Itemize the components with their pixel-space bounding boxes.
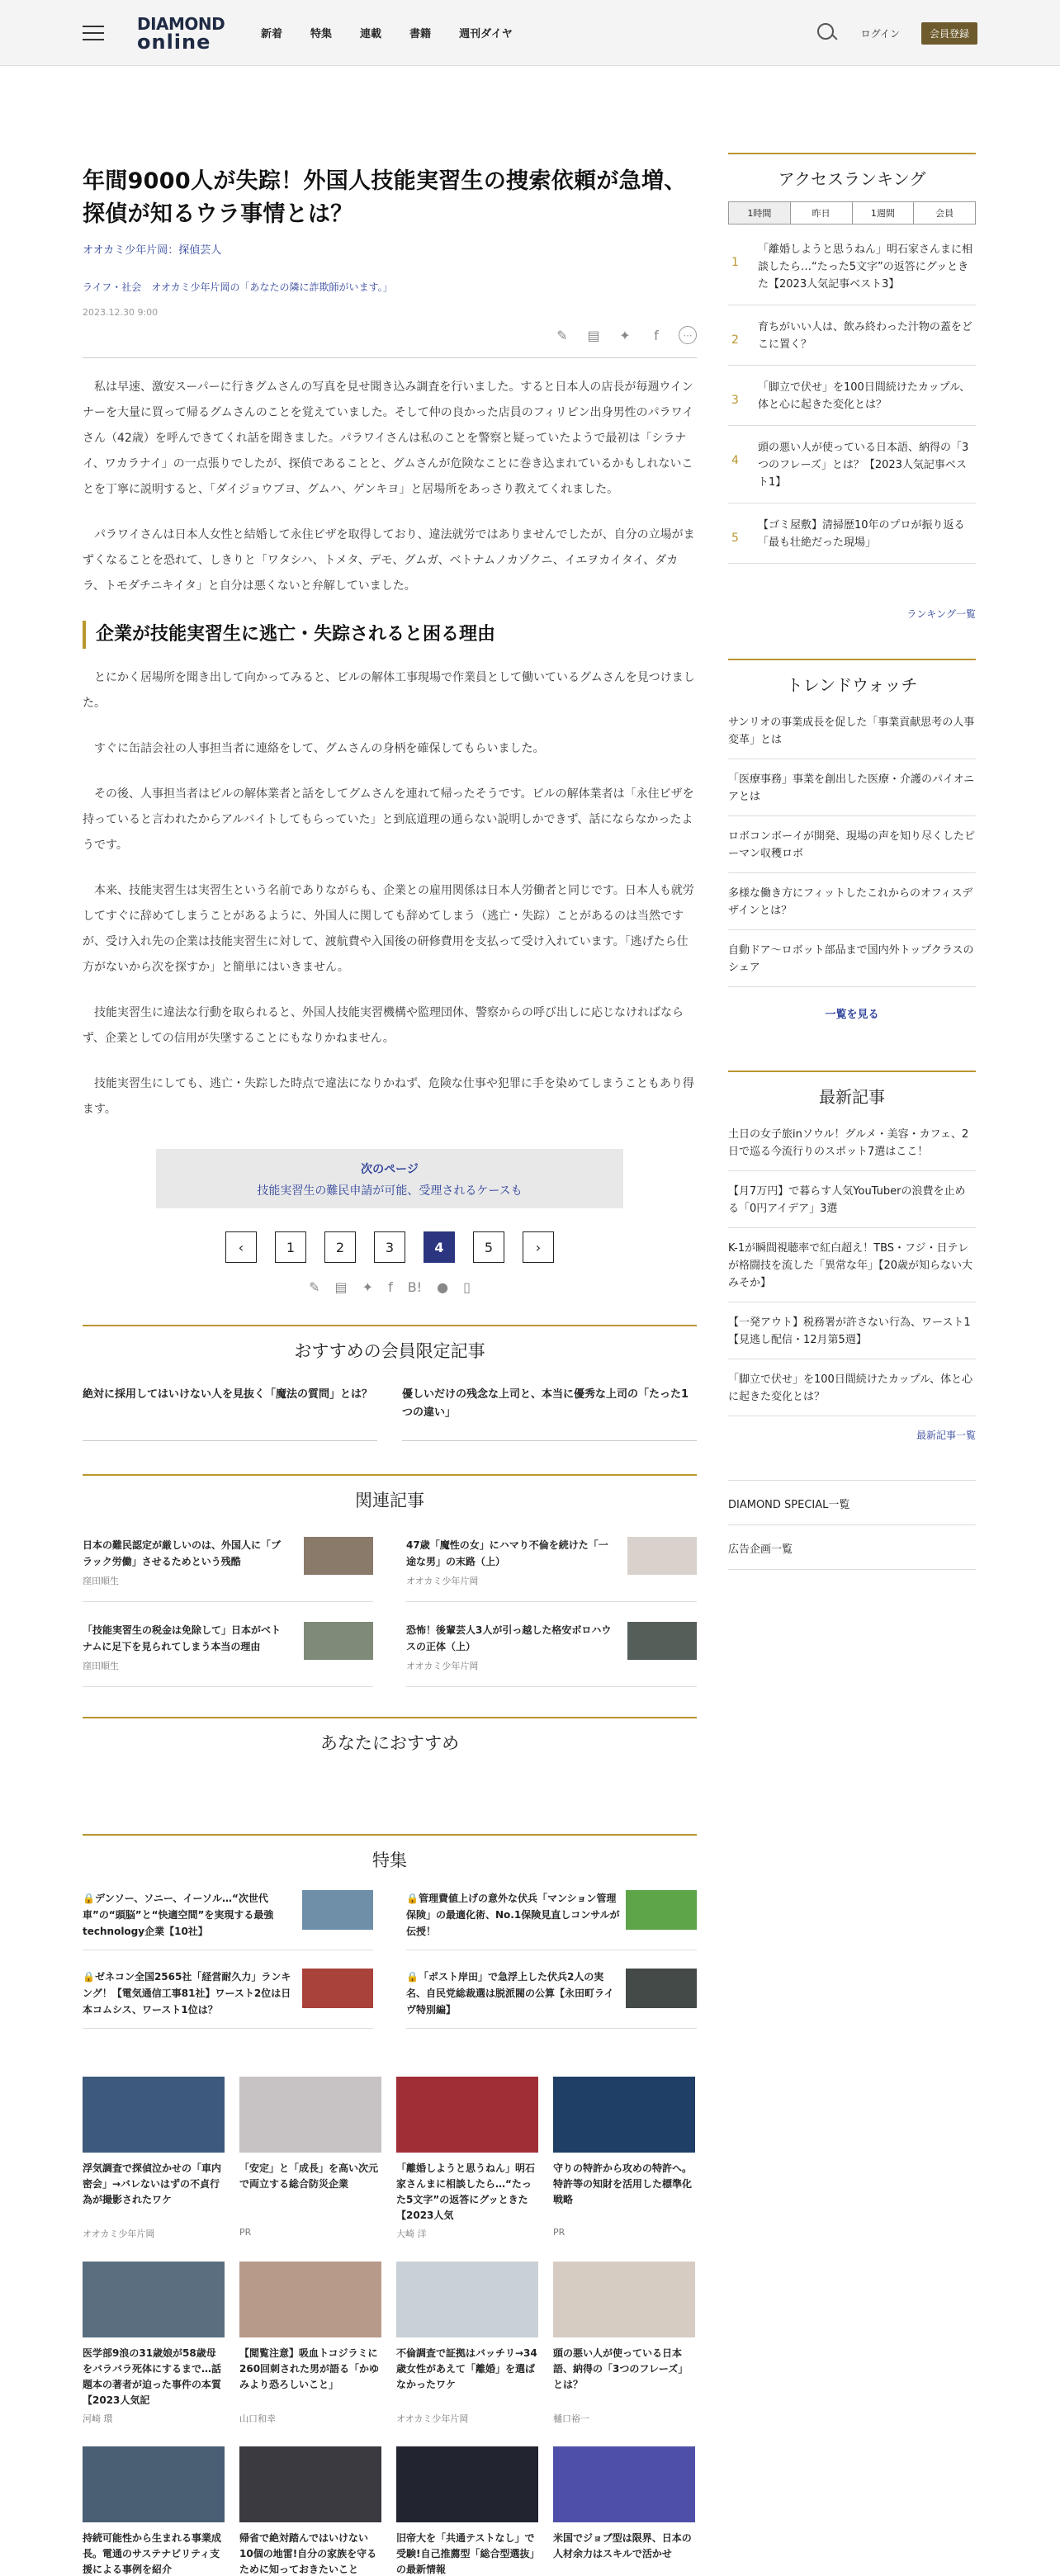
trend-item[interactable]: 多様な働き方にフィットしたこれからのオフィスデザインとは？ xyxy=(728,873,976,930)
feature-thumbnail[interactable] xyxy=(302,1969,373,2008)
page-1[interactable]: 1 xyxy=(275,1231,306,1263)
related-thumbnail[interactable] xyxy=(304,1622,373,1660)
related-title: 日本の難民認定が厳しいのは、外国人に「ブラック労働」させるためという残酷 xyxy=(83,1539,282,1567)
tab-member[interactable]: 会員 xyxy=(914,201,976,225)
lock-icon: 🔒 xyxy=(83,1971,95,1983)
login-link[interactable]: ログイン xyxy=(860,27,900,40)
tab-1week[interactable]: 1週間 xyxy=(853,201,915,225)
article-card[interactable] xyxy=(239,2446,381,2576)
trend-item[interactable]: 「医療事務」事業を創出した医療・介護のパイオニアとは xyxy=(728,759,976,816)
paragraph: 技能実習生にしても、逃亡・失踪した時点で違法になりかねず、危険な仕事や犯罪に手を染めてしまうこともあり得ます。 xyxy=(83,1077,694,1116)
site-logo[interactable] xyxy=(137,13,225,54)
clip-icon[interactable]: ✎ xyxy=(309,1279,320,1295)
card-author: PR xyxy=(239,2227,252,2238)
card-title: 持続可能性から生まれる事業成長。電通のサステナビリティ支援による事例を紹介 xyxy=(83,2532,222,2575)
trend-watch xyxy=(728,659,976,1021)
main-nav xyxy=(261,25,513,40)
sidebar-links xyxy=(728,1480,976,1570)
feature-text xyxy=(406,1969,622,2018)
card-thumbnail[interactable] xyxy=(239,2446,381,2522)
next-page-title: 技能実習生の難民申請が可能、受理されるケースも xyxy=(257,1184,523,1198)
related-text xyxy=(406,1537,613,1590)
article-card[interactable] xyxy=(239,2077,381,2240)
related-item[interactable] xyxy=(83,1537,373,1602)
twitter-icon[interactable]: ✦ xyxy=(619,327,631,343)
article-column xyxy=(83,165,697,2576)
member-article[interactable]: 優しいだけの残念な上司と、本当に優秀な上司の「たった1つの違い」 xyxy=(402,1386,697,1441)
prev-page-button[interactable]: ‹ xyxy=(225,1231,257,1263)
ranking-title: 【ゴミ屋敷】清掃歴10年のプロが振り返る「最も壮絶だった現場」 xyxy=(758,519,965,549)
clip-icon[interactable]: ✎ xyxy=(556,327,568,343)
related-thumbnail[interactable] xyxy=(627,1537,697,1575)
paragraph: パラワイさんは日本人女性と結婚して永住ビザを取得しており、違法就労ではありませんでしたが、自分の立場がまずくなることを恐れて、しきりと「ワタシハ、トメタ、デモ、グムガ、ベトナムノカゾクニ、イエヲカイタイ、ダカラ、トモダチニキイタ」と自分は悪くないと弁解していました。 xyxy=(83,528,695,593)
sidebar xyxy=(728,153,976,1570)
latest-articles xyxy=(728,1071,976,1442)
comment-icon[interactable]: ● xyxy=(437,1279,449,1295)
related-author: オオカミ少年片岡 xyxy=(406,1661,479,1671)
trend-item[interactable]: サンリオの事業成長を促した「事業貢献思考の人事変革」とは xyxy=(728,702,976,759)
paragraph: すぐに缶詰会社の人事担当者に連絡をして、グムさんの身柄を確保してもらいました。 xyxy=(94,742,545,755)
article-card[interactable] xyxy=(553,2077,695,2240)
latest-item[interactable]: 土日の女子旅inソウル！グルメ・美容・カフェ、2日で巡る今流行りのスポット7選はここ！ xyxy=(728,1114,976,1171)
card-thumbnail[interactable] xyxy=(396,2262,538,2337)
card-title: 「安定」と「成長」を高い次元で両立する総合防災企業 xyxy=(239,2162,379,2190)
related-text xyxy=(406,1622,613,1675)
next-page-label: 次のページ xyxy=(361,1163,419,1176)
card-title: 浮気調査で探偵泣かせの「車内密会」→バレないはずの不貞行為が撮影されたワケ xyxy=(83,2162,222,2205)
article-categories[interactable]: ライフ・社会 オオカミ少年片岡の「あなたの隣に詐欺師がいます。」 xyxy=(83,281,393,293)
tab-yesterday[interactable]: 昨日 xyxy=(791,201,853,225)
ranking-title: 頭の悪い人が使っている日本語、納得の「3つのフレーズ」とは？【2023人気記事ベスト1】 xyxy=(758,442,969,489)
related-item[interactable] xyxy=(83,1622,373,1687)
lock-icon: 🔒 xyxy=(406,1971,419,1983)
feature-title: 特集 xyxy=(83,1834,697,1872)
feature-item[interactable] xyxy=(406,1890,697,1950)
share-bar xyxy=(83,326,697,358)
card-author: オオカミ少年片岡 xyxy=(396,2413,469,2424)
feature-text xyxy=(83,1890,299,1940)
feature-section xyxy=(83,1834,697,2029)
card-thumbnail[interactable] xyxy=(553,2446,695,2522)
related-text xyxy=(83,1622,289,1675)
article-card[interactable] xyxy=(83,2077,225,2240)
menu-icon[interactable] xyxy=(83,26,104,40)
card-title: 守りの特許から攻めの特許へ。特許等の知財を活用した標準化戦略 xyxy=(553,2162,693,2205)
feature-title: ゼネコン全国2565社「経営耐久力」ランキング！【電気通信工事81社】ワースト2位は日本コムシス、ワースト1位は？ xyxy=(83,1971,291,2016)
ranking-number: 5 xyxy=(731,532,739,545)
pagination xyxy=(83,1231,697,1263)
nav-books[interactable]: 書籍 xyxy=(409,28,432,40)
special-link[interactable]: DIAMOND SPECIAL一覧 xyxy=(728,1480,976,1525)
related-text xyxy=(83,1537,289,1590)
article-body-2 xyxy=(83,665,697,1123)
latest-item[interactable]: 【一発アウト】税務署が許さない行為、ワースト1【見逃し配信・12月第5週】 xyxy=(728,1302,976,1359)
related-author: 窪田順生 xyxy=(83,1661,119,1671)
article-card[interactable] xyxy=(83,2262,225,2425)
nav-new[interactable]: 新着 xyxy=(261,28,283,40)
article-author[interactable]: オオカミ少年片岡：探偵芸人 xyxy=(83,244,222,257)
feature-item[interactable] xyxy=(406,1969,697,2029)
related-thumbnail[interactable] xyxy=(304,1537,373,1575)
latest-title: 最新記事 xyxy=(728,1071,976,1108)
page-4-current[interactable]: 4 xyxy=(424,1231,455,1263)
card-grid xyxy=(83,2077,697,2576)
trend-title: トレンドウォッチ xyxy=(728,659,976,696)
page-3[interactable]: 3 xyxy=(374,1231,405,1263)
card-author: オオカミ少年片岡 xyxy=(83,2229,155,2239)
related-title: 関連記事 xyxy=(83,1474,697,1512)
ranking-title: 「離婚しようと思うねん」明石家さんまに相談したら…“たった5文字”の返答にグッときた【2023人気記事ベスト3】 xyxy=(758,243,973,291)
article-card[interactable] xyxy=(553,2446,695,2576)
related-title: 「技能実習生の税金は免除して」日本がベトナムに足下を見られてしまう本当の理由 xyxy=(83,1624,282,1652)
ranking-number: 3 xyxy=(731,394,739,407)
article-card[interactable] xyxy=(396,2262,538,2425)
card-title: 不倫調査で証拠はバッチリ→34歳女性があえて「離婚」を選ばなかったワケ xyxy=(396,2347,537,2390)
card-title: 医学部9浪の31歳娘が58歳母をバラバラ死体にするまで…話題本の著者が迫った事件の本質【2023人気記 xyxy=(83,2347,222,2406)
ranking-title: アクセスランキング xyxy=(728,153,976,190)
bookmark-icon[interactable]: ▯ xyxy=(463,1279,471,1295)
facebook-icon[interactable]: f xyxy=(388,1279,393,1295)
card-author: 河崎 環 xyxy=(83,2413,113,2424)
ranking-item[interactable] xyxy=(728,426,976,503)
nav-features[interactable]: 特集 xyxy=(310,28,333,40)
card-author: 山口和幸 xyxy=(239,2413,276,2424)
card-thumbnail[interactable] xyxy=(553,2077,695,2153)
article-title: 年間9000人が失踪！外国人技能実習生の捜索依頼が急増、探偵が知るウラ事情とは？ xyxy=(83,168,687,227)
nav-series[interactable]: 連載 xyxy=(360,28,382,40)
card-author: 樋口裕一 xyxy=(553,2413,589,2424)
feature-thumbnail[interactable] xyxy=(302,1890,373,1930)
lock-icon: 🔒 xyxy=(83,1893,95,1904)
feature-title: 管理費値上げの意外な伏兵「マンション管理保険」の最適化術、No.1保険見直しコンサルが伝授！ xyxy=(406,1893,620,1937)
article-card[interactable] xyxy=(553,2262,695,2425)
card-title: 「離婚しようと思うねん」明石家さんまに相談したら…“たった5文字”の返答にグッときた【2023人気 xyxy=(396,2162,536,2221)
article-card[interactable] xyxy=(83,2446,225,2576)
latest-item[interactable]: 「脚立で伏せ」を100日間続けたカップル、体と心に起きた変化とは？ xyxy=(728,1359,976,1416)
ranking-item[interactable] xyxy=(728,503,976,564)
recommend-section xyxy=(83,1717,697,1834)
article-card[interactable] xyxy=(396,2446,538,2576)
facebook-icon[interactable]: f xyxy=(654,327,659,343)
article-card[interactable] xyxy=(239,2262,381,2425)
card-title: 旧帝大を「共通テストなし」で受験!自己推薦型「総合型選抜」の最新情報 xyxy=(396,2532,535,2575)
feature-item[interactable] xyxy=(83,1969,373,2029)
share-bar-bottom xyxy=(83,1279,697,1295)
member-articles xyxy=(83,1325,697,1441)
ranking-tabs xyxy=(728,201,976,225)
ranking-number: 2 xyxy=(731,333,739,347)
paragraph: 私は早速、激安スーパーに行きグムさんの写真を見せ聞き込み調査を行いました。すると日本人の店長が毎週ウインナーを大量に買って帰るグムさんのことを覚えていました。そして仲の良かった店員のフィリピン出身男性のパラワイさん（42歳）を呼んできてくれ話を聞きました。パラワイさんは私のことを警察と疑っていたようで最初は「シラナイ、ワカラナイ」の一点張りでしたが、探偵であることと、グムさんが危険なことに巻き込まれているかもしれないことを丁寧に説明すると、「ダイジョウブヨ、グムハ、ゲンキヨ」と居場所をあっさり教えてくれました。 xyxy=(83,380,694,496)
trend-more-link[interactable]: 一覧を見る xyxy=(825,1009,879,1021)
card-thumbnail[interactable] xyxy=(396,2077,538,2153)
ranking-more-link[interactable]: ランキング一覧 xyxy=(906,608,976,620)
card-title: 米国でジョブ型は限界、日本の人材余力はスキルで活かせ xyxy=(553,2532,692,2559)
related-item[interactable] xyxy=(406,1622,697,1687)
article-card[interactable] xyxy=(396,2077,538,2240)
ranking-number: 4 xyxy=(731,454,739,467)
next-page-button[interactable]: › xyxy=(523,1231,554,1263)
page-2[interactable]: 2 xyxy=(324,1231,356,1263)
related-articles xyxy=(83,1474,697,1687)
related-title: 恐怖！後輩芸人3人が引っ越した格安ボロハウスの正体（上） xyxy=(406,1624,612,1652)
feature-thumbnail[interactable] xyxy=(626,1969,697,2008)
subheading: 企業が技能実習生に逃亡・失踪されると困る理由 xyxy=(83,621,697,649)
recommend-title: あなたにおすすめ xyxy=(83,1717,697,1755)
article-body xyxy=(83,375,697,599)
latest-item[interactable]: K-1が瞬間視聴率で紅白超え！TBS・フジ・日テレが格闘技を流した「異常な年」【20歳が知らない大みそか】 xyxy=(728,1228,976,1302)
feature-title: デンソー、ソニー、イーソル…“次世代車”の“頭脳”と“快適空間”を実現する最強technology企業【10社】 xyxy=(83,1893,274,1937)
related-thumbnail[interactable] xyxy=(627,1622,697,1660)
related-author: オオカミ少年片岡 xyxy=(406,1576,479,1586)
ranking-title: 育ちがいい人は、飲み終わった汁物の蓋をどこに置く？ xyxy=(758,321,972,351)
related-item[interactable] xyxy=(406,1537,697,1602)
article-date: 2023.12.30 9:00 xyxy=(83,307,159,318)
paragraph: 本来、技能実習生は実習生という名前でありながらも、企業との雇用関係は日本人労働者と同じです。日本人も就労してすぐに辞めてしまうことがあるように、外国人に関しても辞めてしまう（逃亡・失踪）ことがあるのは当然ですが、受け入れ先の企業は技能実習生に対して、渡航費や入国後の研修費用を支払って受け入れています。「逃げたら仕方がないから次を探すか」と簡単にはいきません。 xyxy=(83,884,694,974)
ad-link[interactable]: 広告企画一覧 xyxy=(728,1525,976,1570)
card-title: 帰省で絶対踏んではいけない10個の地雷!自分の家族を守るために知っておきたいこと xyxy=(239,2532,377,2575)
print-icon[interactable]: ▤ xyxy=(334,1279,348,1295)
card-author: PR xyxy=(553,2227,565,2238)
card-thumbnail[interactable] xyxy=(239,2077,381,2153)
ranking-item[interactable] xyxy=(728,366,976,426)
feature-item[interactable] xyxy=(83,1890,373,1950)
related-author: 窪田順生 xyxy=(83,1576,119,1586)
logo-line2: online xyxy=(137,30,211,54)
ranking-title: 「脚立で伏せ」を100日間続けたカップル、体と心に起きた変化とは？ xyxy=(758,381,971,411)
member-article[interactable]: 絶対に採用してはいけない人を見抜く「魔法の質問」とは？ xyxy=(83,1386,377,1441)
card-title: 【閲覧注意】吸血トコジラミに260回刺された男が語る「かゆみより恐ろしいこと」 xyxy=(239,2347,380,2390)
member-title: おすすめの会員限定記事 xyxy=(83,1325,697,1363)
card-title: 頭の悪い人が使っている日本語、納得の「3つのフレーズ」とは？ xyxy=(553,2347,689,2390)
feature-text xyxy=(406,1890,622,1940)
feature-thumbnail[interactable] xyxy=(626,1890,697,1930)
feature-title: 「ポスト岸田」で急浮上した伏兵2人の実名、自民党総裁選は脱派閥の公算【永田町ライヴ特別編】 xyxy=(406,1971,614,2016)
trend-item[interactable]: ロボコンボーイが開発、現場の声を知り尽くしたピーマン収穫ロボ xyxy=(728,816,976,873)
card-thumbnail[interactable] xyxy=(83,2077,225,2153)
card-thumbnail[interactable] xyxy=(553,2262,695,2337)
card-thumbnail[interactable] xyxy=(83,2446,225,2522)
search-icon[interactable] xyxy=(816,22,838,44)
register-button[interactable]: 会員登録 xyxy=(921,22,977,45)
tab-1hour[interactable]: 1時間 xyxy=(728,201,791,225)
ranking-number: 1 xyxy=(731,256,739,269)
card-author: 大崎 洋 xyxy=(396,2229,427,2239)
ranking-item[interactable] xyxy=(728,228,976,305)
logo-line1: DIAMOND xyxy=(137,13,225,34)
feature-text xyxy=(83,1969,299,2018)
hatena-icon[interactable]: B! xyxy=(407,1279,423,1295)
page-5[interactable]: 5 xyxy=(473,1231,504,1263)
next-page-box[interactable] xyxy=(156,1149,623,1208)
trend-item[interactable]: 自動ドア〜ロボット部品まで国内外トップクラスのシェア xyxy=(728,930,976,987)
paragraph: 技能実習生に違法な行動を取られると、外国人技能実習機構や監理団体、警察からの呼び出しに応じなければならず、企業としての信用が失墜することにもなりかねません。 xyxy=(83,1006,684,1045)
card-thumbnail[interactable] xyxy=(396,2446,538,2522)
nav-weekly[interactable]: 週刊ダイヤ xyxy=(459,28,513,40)
lock-icon: 🔒 xyxy=(406,1893,419,1904)
ranking-item[interactable] xyxy=(728,305,976,366)
more-icon[interactable]: ⋯ xyxy=(679,326,697,344)
latest-item[interactable]: 【月7万円】で暮らす人気YouTuberの浪費を止める「0円アイデア」3選 xyxy=(728,1171,976,1228)
print-icon[interactable]: ▤ xyxy=(587,327,600,343)
paragraph: とにかく居場所を聞き出して向かってみると、ビルの解体工事現場で作業員として働いているグムさんを見つけました。 xyxy=(83,671,695,710)
related-title: 47歳「魔性の女」にハマり不倫を続けた「一途な男」の末路（上） xyxy=(406,1539,608,1567)
site-header xyxy=(0,0,1060,66)
twitter-icon[interactable]: ✦ xyxy=(362,1279,374,1295)
card-thumbnail[interactable] xyxy=(239,2262,381,2337)
card-thumbnail[interactable] xyxy=(83,2262,225,2337)
paragraph: その後、人事担当者はビルの解体業者と話をしてグムさんを連れて帰ったそうです。ビルの解体業者は「永住ビザを持っていると言われたからアルバイトしてもらっていた」と到底道理の通らない説明しかできず、話にならなかったようです。 xyxy=(83,787,694,852)
latest-more-link[interactable]: 最新記事一覧 xyxy=(916,1430,976,1441)
